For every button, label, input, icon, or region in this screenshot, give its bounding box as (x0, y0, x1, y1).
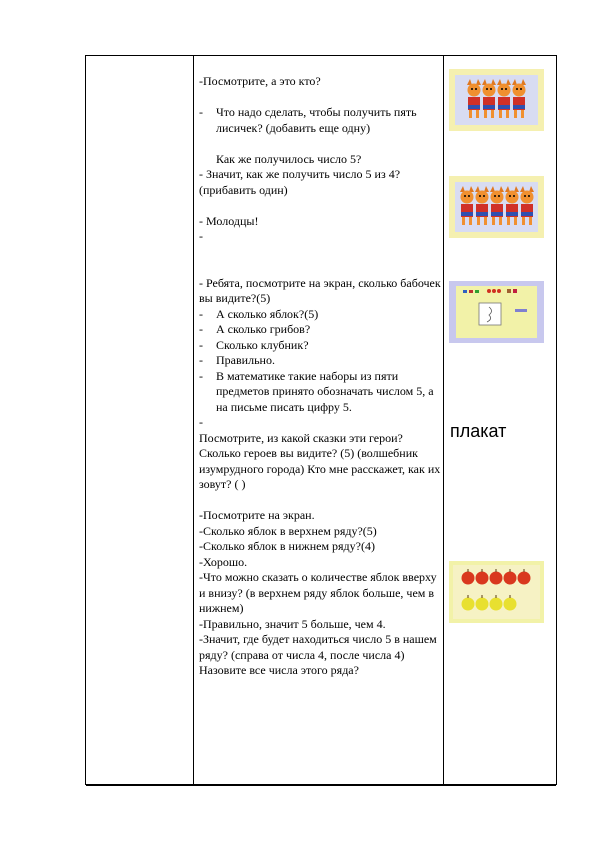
foxes-five-picture (449, 176, 544, 238)
lesson-table (85, 55, 557, 785)
text-line: -Сколько яблок в верхнем ряду?(5) (199, 523, 377, 538)
column-divider-2 (443, 56, 444, 784)
text-line: -Правильно, значит 5 больше, чем 4. (199, 616, 386, 631)
text-line: Назовите все числа этого ряда? (199, 663, 359, 677)
text-line: -Посмотрите на экран. (199, 508, 315, 522)
text-line: - Молодцы! (199, 213, 259, 228)
list-item: - А сколько яблок?(5) (199, 306, 319, 321)
text-line: Как же получилось число 5? (216, 151, 362, 166)
list-item: - Сколько клубник? (199, 337, 309, 352)
poster-label: плакат (450, 421, 507, 441)
text-line: - (199, 415, 203, 429)
list-item: - В математике такие наборы из пяти предметов принято обозначать числом 5, а на письме писать цифру 5. (199, 368, 434, 414)
list-item: - Что надо сделать, чтобы получить пять лисичек? (добавить еще одну) (199, 105, 417, 135)
text-line: -Значит, где будет находиться число 5 в нашем ряду? (справа от числа 4, после числа 4) (199, 632, 437, 662)
text-line: -Хорошо. (199, 554, 248, 569)
foxes-four-picture (449, 69, 544, 131)
table-bottom-border (86, 785, 556, 786)
counting-screen-picture (449, 281, 544, 343)
text-line: -Посмотрите, а это кто? (199, 74, 321, 88)
text-line: -Что можно сказать о количестве яблок вверху и внизу? (в верхнем ряду яблок больше, чем в нижнем) (199, 570, 437, 615)
list-item: - А сколько грибов? (199, 322, 311, 336)
apples-picture (449, 561, 544, 623)
list-item: - Правильно. (199, 353, 275, 367)
text-line: Посмотрите, из какой сказки эти герои? Сколько героев вы видите? (5) (волшебник изумрудного города) Кто мне расскажет, как их зовут? ( ) (199, 430, 441, 491)
text-line: - Значит, как же получить число 5 из 4? (прибавить один) (199, 167, 401, 197)
column-divider-1 (193, 56, 194, 784)
lesson-dialogue-cell (199, 74, 442, 679)
text-line: - Ребята, посмотрите на экран, сколько бабочек вы видите?(5) (199, 275, 441, 305)
text-line: - (199, 229, 203, 243)
text-line: -Сколько яблок в нижнем ряду?(4) (199, 539, 375, 553)
